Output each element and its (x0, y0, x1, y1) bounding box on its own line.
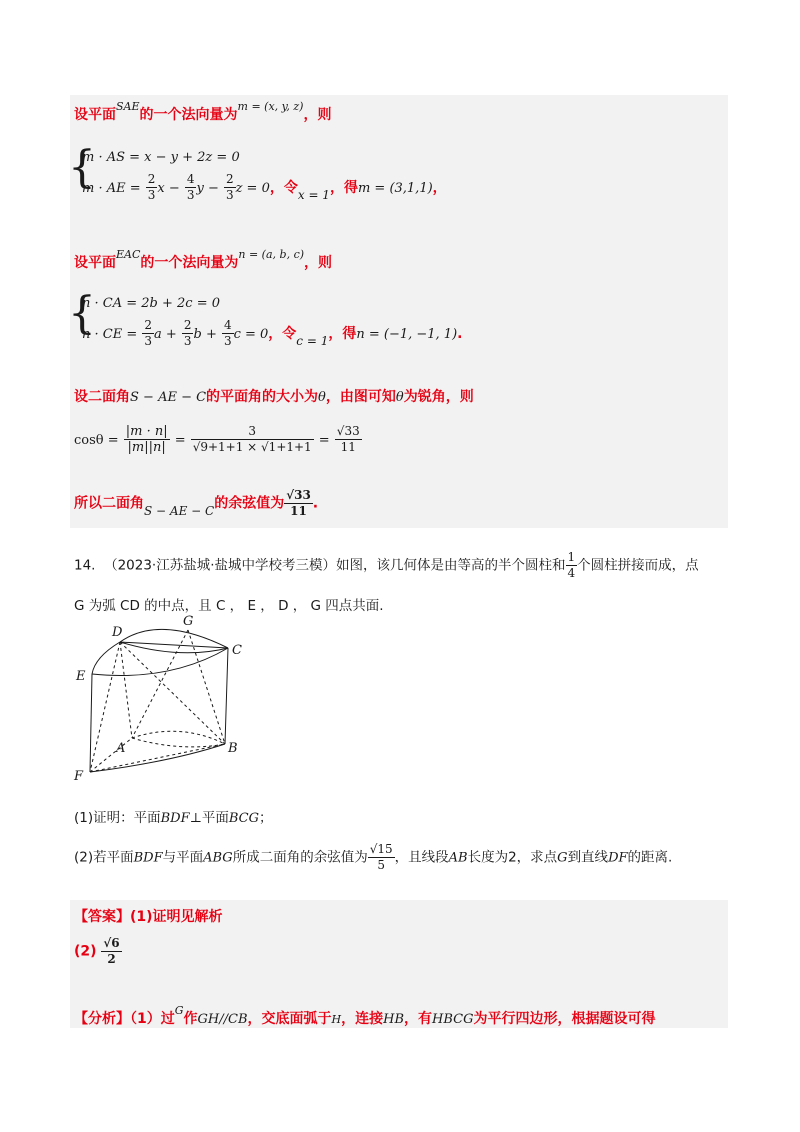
block3-line1: 设二面角S − AE − C的平面角的大小为θ，由图可知θ为锐角，则 (74, 389, 474, 405)
answer-line2: (2) $\frac{√6}{2}$ (74, 936, 120, 966)
answer-line1: 【答案】(1)证明见解析 (74, 909, 223, 925)
label-A: A (116, 741, 126, 756)
block2-line1: 设平面$^{EAC}$的一个法向量为$^{n = (a, b, c)}$，则 (74, 248, 333, 271)
label-C: C (232, 643, 242, 658)
problem-line2: G 为弧 CD 的中点，且 C ， E ， D ， G 四点共面. (74, 598, 384, 614)
problem-line1: 14. （2023·江苏盐城·盐城中学校考三模）如图，该几何体是由等高的半个圆柱和 $\frac{1}{4}$ 个圆柱拼接而成，点 (74, 550, 699, 580)
system1-brace: { (68, 142, 96, 193)
label-D: D (112, 625, 123, 640)
system2-row1: n · CA = 2b + 2c = 0 (82, 296, 220, 311)
geometry-figure (70, 612, 250, 782)
system2-row2: n · CE = $\frac{2}{3}$ a + $\frac{2}{3}$ b + $\frac{4}{3}$ c = 0，令$_{c = 1}$，得n = (−1, −1, 1). (82, 318, 463, 348)
label-F: F (74, 769, 84, 782)
system1-row1: m · AS = x − y + 2z = 0 (82, 150, 240, 165)
block4-conclusion: 所以二面角S − AE − C的余弦值为 $\frac{√33}{11}$ . (74, 488, 319, 518)
system1-row2: m · AE = $\frac{2}{3}$ x − $\frac{4}{3}$ y − $\frac{2}{3}$ z = 0，令$_{x = 1}$，得m = (3,1,1)， (82, 172, 447, 202)
label-E: E (76, 669, 86, 684)
cos-formula: cosθ = $\frac{|m \cdot n|}{|m||n|}$ = $\frac{3}{√9+1+1 \times √1+1+1}$ = $\frac{√33}{11}$ (74, 424, 360, 455)
block1-line1: 设平面$^{SAE}$的一个法向量为$^{m = (x, y, z)}$，则 (74, 100, 332, 123)
question-1: (1)证明：平面BDF⊥平面BCG； (74, 810, 273, 826)
label-G: G (183, 614, 194, 629)
question-2: (2)若平面BDF与平面ABG所成二面角的余弦值为 $\frac{√15}{5}$ ，且线段AB长度为2，求点G到直线DF的距离. (74, 842, 673, 872)
system2-brace: { (68, 288, 96, 339)
label-B: B (228, 741, 238, 756)
analysis-line: 【分析】（1）过$^G$作GH//CB，交底面弧于H，连接HB，有HBCG为平行四边形，根据题设可得 (74, 1004, 656, 1027)
